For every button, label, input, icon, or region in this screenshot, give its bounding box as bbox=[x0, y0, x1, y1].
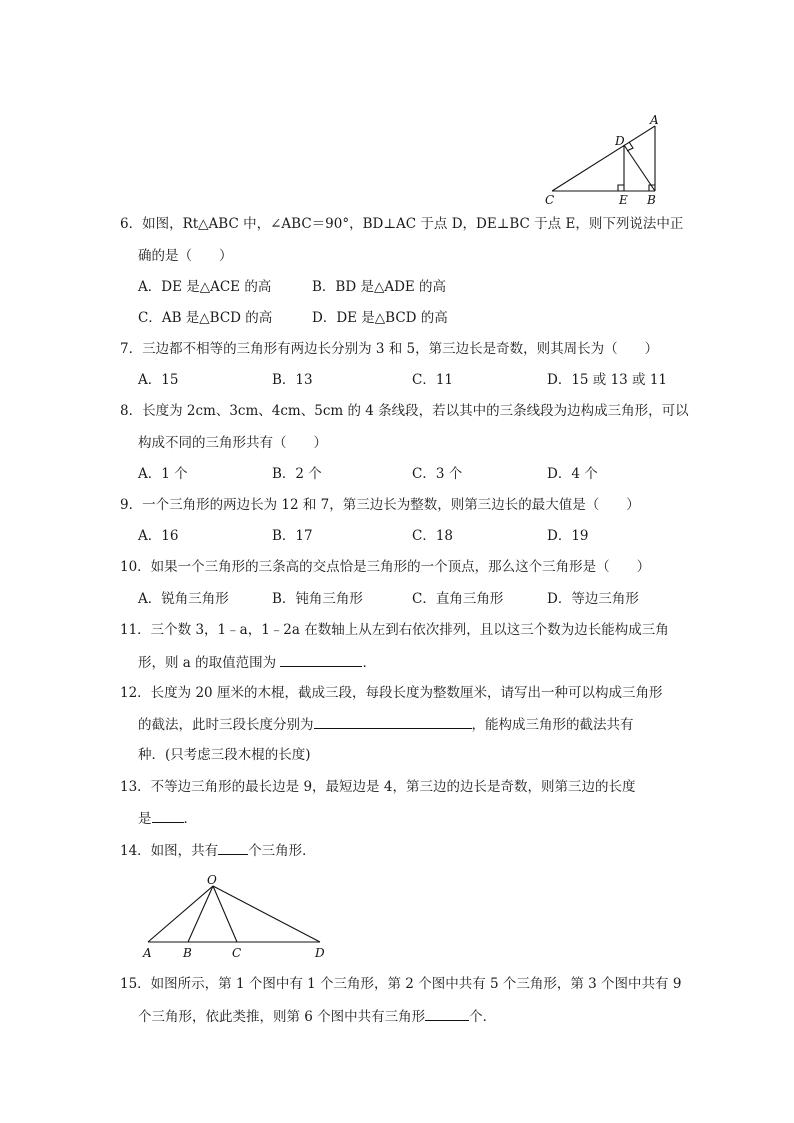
label-E: E bbox=[619, 193, 628, 207]
q11-stem-line1: 11．三个数 3，1﹣a，1﹣2a 在数轴上从左到右依次排列，且以这三个数为边长能构成三角 bbox=[120, 622, 669, 638]
segment-OA bbox=[148, 886, 213, 942]
q14-answer-blank[interactable] bbox=[218, 840, 248, 855]
q6-option-b: B．BD 是△ADE 的高 bbox=[312, 279, 447, 295]
label-B: B bbox=[647, 193, 656, 207]
q15-text-b: 个． bbox=[469, 1009, 497, 1025]
segment-BD bbox=[624, 145, 655, 191]
q15-text-a: 个三角形，依此类推，则第 6 个图中共有三角形 bbox=[138, 1009, 426, 1025]
right-angle-mark-E bbox=[618, 185, 624, 191]
q13-answer-blank[interactable] bbox=[152, 808, 184, 823]
q13-stem-line1: 13．不等边三角形的最长边是 9，最短边是 4，第三边的边长是奇数，则第三边的长度 bbox=[120, 779, 636, 795]
q7-stem: 7．三边都不相等的三角形有两边长分别为 3 和 5，第三边长是奇数，则其周长为（ ） bbox=[120, 341, 659, 357]
q15-answer-blank[interactable] bbox=[425, 1006, 469, 1021]
label-D: D bbox=[315, 946, 325, 960]
label-O: O bbox=[207, 873, 217, 887]
q12-text-b: ，能构成三角形的截法共有 bbox=[471, 717, 634, 733]
q13-text-b: ． bbox=[183, 811, 197, 827]
label-A: A bbox=[650, 113, 659, 127]
q7-option-a: A．15 bbox=[138, 372, 179, 388]
q10-option-b: B．钝角三角形 bbox=[272, 591, 363, 607]
q10-option-d: D．等边三角形 bbox=[547, 591, 639, 607]
q9-option-d: D．19 bbox=[547, 528, 589, 544]
segment-OC bbox=[213, 886, 237, 942]
q12-answer-blank[interactable] bbox=[314, 714, 472, 729]
q12-stem-line1: 12．长度为 20 厘米的木棍，截成三段，每段长度为整数厘米，请写出一种可以构成三角形 bbox=[120, 685, 663, 701]
label-C: C bbox=[545, 193, 555, 207]
q6-stem-line1: 6．如图，Rt△ABC 中，∠ABC＝90°，BD⊥AC 于点 D，DE⊥BC 于点 E，则下列说法中正 bbox=[120, 216, 684, 232]
q11-answer-blank[interactable] bbox=[280, 652, 362, 667]
q6-stem-line2: 确的是（ ） bbox=[138, 248, 233, 264]
q11-text-b: ． bbox=[362, 655, 376, 671]
label-C: C bbox=[232, 946, 242, 960]
q9-option-b: B．17 bbox=[272, 528, 313, 544]
segment-CA bbox=[552, 126, 655, 191]
q8-stem-line1: 8．长度为 2cm、3cm、4cm、5cm 的 4 条线段，若以其中的三条线段为边构成三角形，可以 bbox=[120, 403, 689, 419]
q15-stem-line1: 15．如图所示，第 1 个图中有 1 个三角形，第 2 个图中共有 5 个三角形，第 3 个图中共有 9 bbox=[120, 976, 682, 992]
q8-option-b: B．2 个 bbox=[272, 466, 322, 482]
label-D: D bbox=[615, 134, 625, 148]
q11-stem-line2 bbox=[138, 652, 376, 673]
q12-stem-line3: 种．(只考虑三段木棍的长度) bbox=[138, 747, 311, 763]
q6-option-c: C．AB 是△BCD 的高 bbox=[138, 310, 273, 326]
q7-option-c: C．11 bbox=[412, 372, 454, 388]
q13-stem-line2 bbox=[138, 808, 197, 829]
q7-option-b: B．13 bbox=[272, 372, 313, 388]
q12-stem-line2 bbox=[138, 714, 634, 735]
q14-stem bbox=[120, 840, 316, 861]
label-A: A bbox=[143, 946, 152, 960]
q10-option-a: A．锐角三角形 bbox=[138, 591, 229, 607]
segment-OB bbox=[188, 886, 213, 942]
figure-triangles-oabcd bbox=[138, 870, 333, 962]
q14-text-b: 个三角形． bbox=[248, 843, 316, 859]
figure-right-triangle bbox=[540, 112, 670, 210]
q13-text-a: 是 bbox=[138, 811, 152, 827]
q8-option-c: C．3 个 bbox=[412, 466, 463, 482]
label-B: B bbox=[183, 946, 192, 960]
q11-text-a: 形，则 a 的取值范围为 bbox=[138, 655, 281, 671]
q8-stem-line2: 构成不同的三角形共有（ ） bbox=[138, 435, 327, 451]
q8-option-a: A．1 个 bbox=[138, 466, 188, 482]
q8-option-d: D．4 个 bbox=[547, 466, 598, 482]
q10-option-c: C．直角三角形 bbox=[412, 591, 504, 607]
q12-text-a: 的截法，此时三段长度分别为 bbox=[138, 717, 314, 733]
segment-OD bbox=[213, 886, 320, 942]
q6-option-d: D．DE 是△BCD 的高 bbox=[312, 310, 448, 326]
q7-option-d: D．15 或 13 或 11 bbox=[547, 372, 668, 388]
q9-option-a: A．16 bbox=[138, 528, 179, 544]
q14-text-a: 14．如图，共有 bbox=[120, 843, 219, 859]
q10-stem: 10．如果一个三角形的三条高的交点恰是三角形的一个顶点，那么这个三角形是（ ） bbox=[120, 559, 651, 575]
q9-stem: 9．一个三角形的两边长为 12 和 7，第三边长为整数，则第三边长的最大值是（ ） bbox=[120, 497, 640, 513]
q6-option-a: A．DE 是△ACE 的高 bbox=[138, 279, 272, 295]
q9-option-c: C．18 bbox=[412, 528, 454, 544]
q15-stem-line2 bbox=[138, 1006, 496, 1027]
